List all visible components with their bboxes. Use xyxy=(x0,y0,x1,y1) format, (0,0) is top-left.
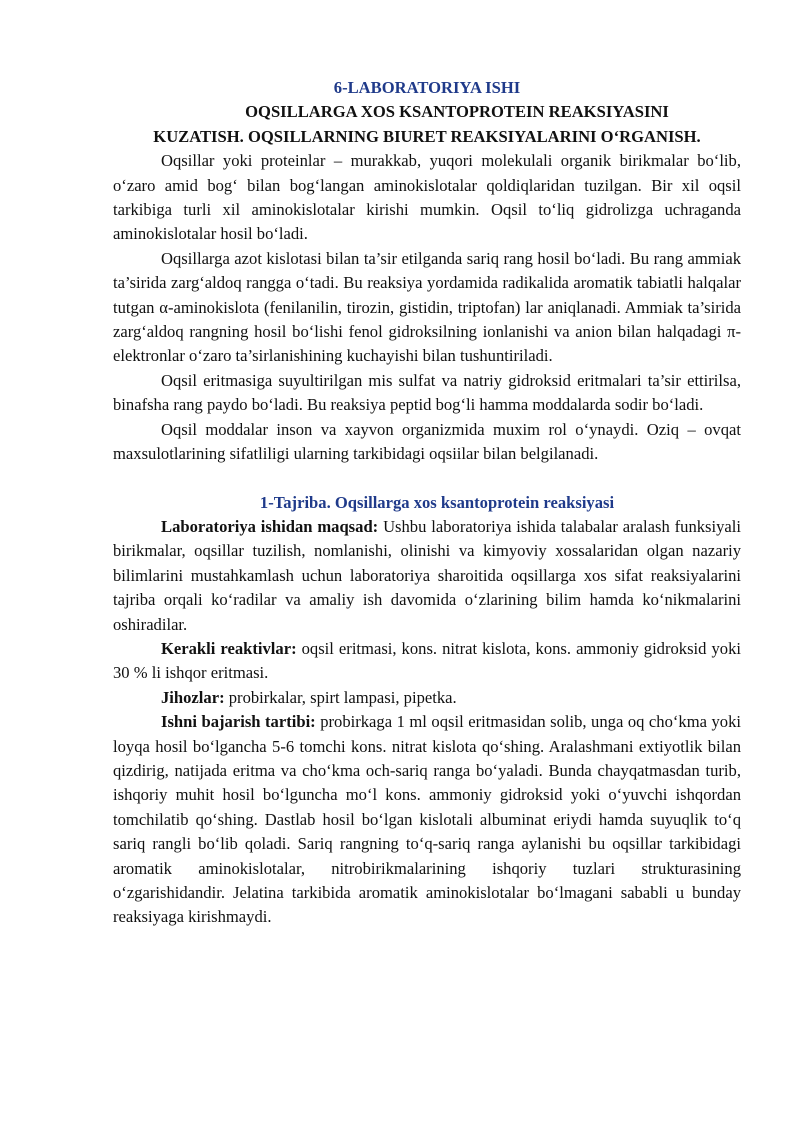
procedure-text: probirkaga 1 ml oqsil eritmasidan solib, unga oq cho‘kma yoki loyqa hosil bo‘lgancha 5-6 tomchi kons. nitrat kislota qo‘shing. Aralashmani extiyotlik bilan qizdirig, natijada eritma va cho‘kma och-sariq ranga bo‘yaladi. Bunda chayqatmasdan turib, ishqoriy muhit hosil bo‘lguncha mo‘l kons. ammoniy gidroksid yoki o‘yuvchi ishqordan tomchilatib qo‘shing. Dastlab hosil bo‘lgan kislotali albuminat eriydi hamda suyuqlik to‘q sariq rangli bo‘lib qoladi. Sariq rangning to‘q-sariq ranga aylanishi bu oqsillar tarkibidagi aromatik aminokislotalar, nitrobirikmalarining ishqoriy tuzlari strukturasining o‘zgarishidandir. Jelatina tarkibida aromatik aminokislotalar bo‘lmagani sababli u bunday reaksiyaga kirishmaydi. xyxy=(113,712,741,927)
goal-label: Laboratoriya ishidan maqsad: xyxy=(161,516,379,536)
intro-paragraph-1: Oqsillar yoki proteinlar – murakkab, yuqori molekulali organik birikmalar bo‘lib, o‘zaro amid bog‘ bilan bog‘langan aminokislotalar qoldiqlaridan tuzilgan. Bir xil oqsil tarkibiga turli xil aminokislotalar kirishi mumkin. Oqsil to‘liq gidrolizga uchraganda aminokislotalar hosil bo‘ladi. xyxy=(113,151,741,244)
experiment-title: 1-Tajriba. Oqsillarga xos ksantoprotein reaksiyasi xyxy=(259,492,615,512)
equipment-text: probirkalar, spirt lampasi, pipetka. xyxy=(224,687,457,707)
reagents-paragraph xyxy=(113,637,741,686)
goal-text: Ushbu laboratoriya ishida talabalar aralash funksiyali birikmalar, oqsillar tuzilish, nomlanishi, olinishi va kimyoviy xossalaridan olgan nazariy bilimlarini mustahkamlash uchun laboratoriya sharoitida oqsillarga xos sifat reaksiyalarini tajriba orqali ko‘radilar va amaliy ish davomida o‘zlarining bilim hamda ko‘nikmalarini oshiradilar. xyxy=(113,516,741,634)
equipment-label: Jihozlar: xyxy=(161,687,225,707)
intro-paragraph-3: Oqsil eritmasiga suyultirilgan mis sulfat va natriy gidroksid eritmalari ta’sir ettirilsa, binafsha rang paydo bo‘ladi. Bu reaksiya peptid bog‘li hamma moddalarda sodir bo‘ladi. xyxy=(113,370,741,415)
main-title-line2: KUZATISH. OQSILLARNING BIURET REAKSIYALARINI O‘RGANISH. xyxy=(153,126,701,146)
intro-paragraph-4: Oqsil moddalar inson va xayvon organizmida muxim rol o‘ynaydi. Oziq – ovqat maxsulotlarining sifatliligi ularning tarkibidagi oqsiilar bilan belgilanadi. xyxy=(113,419,741,464)
section-spacer xyxy=(113,467,741,491)
document-page xyxy=(113,76,741,930)
main-title-line1: OQSILLARGA XOS KSANTOPROTEIN REAKSIYASINI xyxy=(245,102,669,122)
intro-paragraph-2: Oqsillarga azot kislotasi bilan ta’sir etilganda sariq rang hosil bo‘ladi. Bu rang ammiak ta’sirida zarg‘aldoq rangga o‘tadi. Bu reaksiya yordamida radikalida aromatik tabiatli halqalar tutgan α-aminokislota (fenilanilin, tirozin, gistidin, triptofan) lar aniqlanadi. Ammiak ta’sirida zarg‘aldoq rangning hosil bo‘lishi fenol gidroksilning ionlanishi va anion bilan halqadagi π-elektronlar o‘zaro ta’sirlanishining kuchayishi bilan tushuntiriladi. xyxy=(113,248,741,366)
goal-paragraph xyxy=(113,515,741,637)
reagents-text: oqsil eritmasi, kons. nitrat kislota, kons. ammoniy gidroksid yoki 30 % li ishqor eritmasi. xyxy=(113,638,741,683)
procedure-label: Ishni bajarish tartibi: xyxy=(161,712,316,732)
reagents-label: Kerakli reaktivlar: xyxy=(161,638,297,658)
lab-title: 6-LABORATORIYA ISHI xyxy=(333,78,521,97)
procedure-paragraph xyxy=(113,710,741,930)
equipment-paragraph xyxy=(113,686,741,710)
